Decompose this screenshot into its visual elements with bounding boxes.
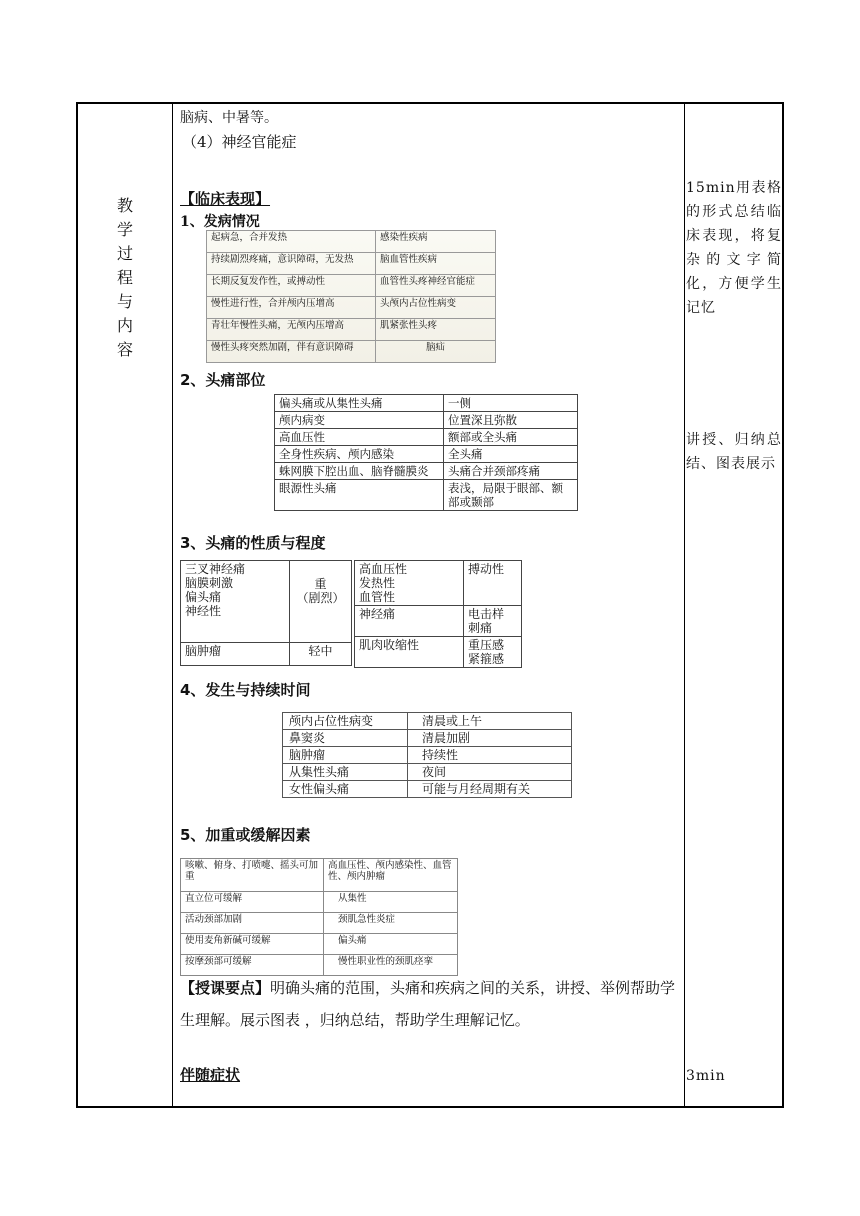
table-row: [275, 446, 578, 463]
section-5-title: 5、加重或缓解因素: [180, 826, 311, 844]
table-cell: 高血压性 发热性 血管性: [355, 561, 464, 606]
table-cell: 肌肉收缩性: [355, 637, 464, 668]
table-row: [283, 730, 572, 747]
table-cell: 头痛合并颈部疼痛: [444, 463, 578, 480]
table-row: [207, 341, 496, 363]
table-row: [275, 480, 578, 511]
time-note-2: 3min: [686, 1068, 726, 1084]
section-2-title: 2、头痛部位: [180, 371, 266, 389]
time-note-1: 15min用表格的形式总结临床表现，将复杂的文字简化，方便学生记忆: [686, 180, 782, 316]
section-label-char: 教: [116, 196, 133, 215]
neurosis-line: （4）神经官能症: [182, 133, 297, 151]
table-cell: 蛛网膜下腔出血、脑脊髓膜炎: [275, 463, 444, 480]
clinical-heading: 【临床表现】: [180, 190, 271, 208]
section-label: [78, 194, 172, 362]
table-row: [283, 747, 572, 764]
table-row: [275, 463, 578, 480]
table-cell: 全身性疾病、颅内感染: [275, 446, 444, 463]
table-row: [207, 231, 496, 253]
table-cell: 颈肌急性炎症: [324, 913, 458, 934]
table-cell: 脑血管性疾病: [376, 253, 496, 275]
table-cell: 神经痛: [355, 606, 464, 637]
table-cell: 慢性进行性，合并颅内压增高: [207, 297, 376, 319]
table-cell: 女性偏头痛: [283, 781, 408, 798]
table-cell: 青壮年慢性头痛，无颅内压增高: [207, 319, 376, 341]
table-cell: 夜间: [408, 764, 572, 781]
table-row: [181, 934, 458, 955]
table-cell: 长期反复发作性，或搏动性: [207, 275, 376, 297]
factors-table: [180, 858, 458, 976]
accompany-heading: 伴随症状: [180, 1066, 241, 1084]
table-cell: 一侧: [444, 395, 578, 412]
table-cell: 血管性头疼神经官能症: [376, 275, 496, 297]
table-row: [283, 713, 572, 730]
table-row: [181, 913, 458, 934]
table-cell: 脑肿瘤: [283, 747, 408, 764]
section-label-char: 与: [116, 292, 133, 311]
section-3-title: 3、头痛的性质与程度: [180, 534, 326, 552]
table-row: [275, 412, 578, 429]
table-cell: 起病急，合并发热: [207, 231, 376, 253]
table-cell: 偏头痛: [324, 934, 458, 955]
table-cell: 高血压性: [275, 429, 444, 446]
table-cell: 持续性: [408, 747, 572, 764]
table-row: [355, 606, 522, 637]
column-divider: [684, 104, 685, 1106]
table-cell: 按摩颈部可缓解: [181, 955, 324, 976]
table-row: [283, 764, 572, 781]
table-cell: 清晨加剧: [408, 730, 572, 747]
table-cell: 脑疝: [376, 341, 496, 363]
quality-table-a: [180, 560, 352, 666]
table-row: [355, 561, 522, 606]
table-cell: 电击样 刺痛: [464, 606, 522, 637]
table-row: [207, 275, 496, 297]
location-table: [274, 394, 578, 511]
table-row: [207, 253, 496, 275]
table-cell: 搏动性: [464, 561, 522, 606]
table-cell: 高血压性、颅内感染性、血管性、颅内肿瘤: [324, 859, 458, 892]
table-cell: 重压感 紧箍感: [464, 637, 522, 668]
table-cell: 持续剧烈疼痛，意识障碍，无发热: [207, 253, 376, 275]
table-cell: 从集性头痛: [283, 764, 408, 781]
section-label-char: 过: [116, 244, 133, 263]
table-cell: 眼源性头痛: [275, 480, 444, 511]
table-cell: 颅内占位性病变: [283, 713, 408, 730]
section-4-title: 4、发生与持续时间: [180, 681, 311, 699]
table-row: [181, 859, 458, 892]
table-cell: 活动颈部加剧: [181, 913, 324, 934]
quality-table-b: [354, 560, 522, 668]
table-row: [275, 395, 578, 412]
table-row: [181, 892, 458, 913]
table-cell: 肌紧张性头疼: [376, 319, 496, 341]
table-cell: 脑肿瘤: [181, 642, 290, 666]
table-cell: 全头痛: [444, 446, 578, 463]
table-cell: 使用麦角新碱可缓解: [181, 934, 324, 955]
lesson-table: [76, 102, 784, 1108]
key-point-label: 【授课要点】: [180, 979, 271, 997]
timing-table: [282, 712, 572, 798]
table-cell: 鼻窦炎: [283, 730, 408, 747]
onset-table: [206, 230, 496, 363]
table-row: [283, 781, 572, 798]
section-1-title: 1、发病情况: [180, 214, 260, 230]
key-point-text: 明确头痛的范围，头痛和疾病之间的关系，讲授、举例帮助学生理解。展示图表 ，归纳总结，帮助学生理解记忆。: [180, 979, 676, 1029]
table-cell: 直立位可缓解: [181, 892, 324, 913]
table-cell: 偏头痛或从集性头痛: [275, 395, 444, 412]
table-cell: 额部或全头痛: [444, 429, 578, 446]
table-row: [207, 297, 496, 319]
table-cell: 可能与月经周期有关: [408, 781, 572, 798]
intro-line: 脑病、中暑等。: [180, 110, 278, 126]
table-cell: 咳嗽、俯身、打喷嚏、摇头可加重: [181, 859, 324, 892]
table-row: [207, 319, 496, 341]
table-cell: 慢性职业性的颈肌痉挛: [324, 955, 458, 976]
column-divider: [172, 104, 173, 1106]
table-cell: 三叉神经痛 脑膜刺激 偏头痛 神经性: [181, 561, 290, 643]
table-cell: 轻中: [290, 642, 352, 666]
table-row: [275, 429, 578, 446]
table-cell: 慢性头疼突然加剧，伴有意识障碍: [207, 341, 376, 363]
table-cell: 感染性疾病: [376, 231, 496, 253]
section-label-char: 程: [116, 268, 133, 287]
table-cell: 从集性: [324, 892, 458, 913]
table-cell: 位置深且弥散: [444, 412, 578, 429]
section-label-char: 内: [116, 316, 133, 335]
key-points: [180, 972, 676, 1036]
table-cell: 头颅内占位性病变: [376, 297, 496, 319]
table-cell: 表浅，局限于眼部、额部或颞部: [444, 480, 578, 511]
method-note: 讲授、归纳总结、图表展示: [686, 432, 782, 472]
section-label-char: 学: [116, 220, 133, 239]
table-cell: 颅内病变: [275, 412, 444, 429]
table-row: [355, 637, 522, 668]
section-label-char: 容: [116, 340, 133, 359]
table-cell: 重 （剧烈）: [290, 561, 352, 643]
table-cell: 清晨或上午: [408, 713, 572, 730]
